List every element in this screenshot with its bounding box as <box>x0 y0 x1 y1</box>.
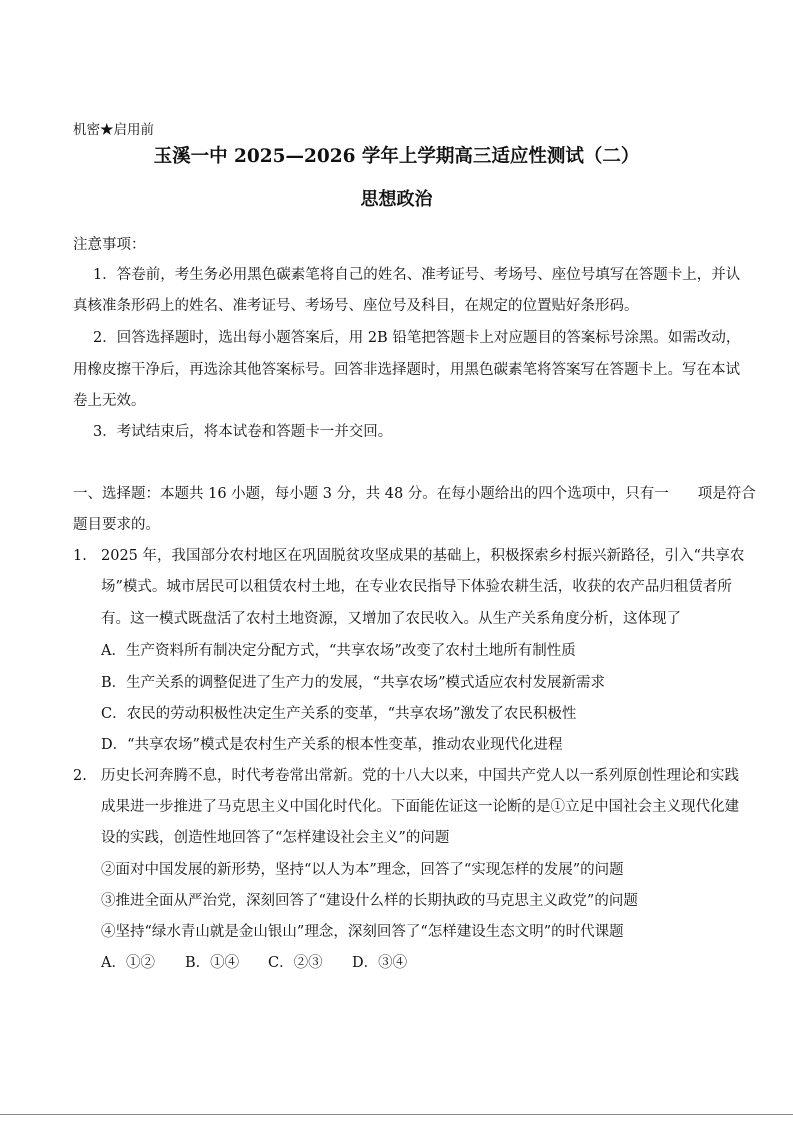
question-stem: ④坚持“绿水青山就是金山银山”理念，深刻回答了“怎样建设生态文明”的时代课题 <box>101 924 624 940</box>
question-stem: 有。这一模式既盘活了农村土地资源，又增加了农民收入。从生产关系角度分析，这体现了 <box>101 611 681 627</box>
notice-line: 1．答卷前，考生务必用黑色碳素笔将自己的姓名、准考证号、考场号、座位号填写在答题卡上，并认 <box>93 267 741 283</box>
subject-title: 思想政治 <box>360 189 433 210</box>
notice-line: 3．考试结束后，将本试卷和答题卡一并交回。 <box>93 424 393 440</box>
question-stem: ③推进全面从严治党，深刻回答了“建设什么样的长期执政的马克思主义政党”的问题 <box>101 893 638 909</box>
section-heading: 一、选择题：本题共 16 小题，每小题 3 分，共 48 分。在每小题给出的四个选项中，只有一 项是符合 <box>73 486 756 502</box>
option-a: A．①② <box>101 955 155 971</box>
option-b: B．①④ <box>185 955 240 971</box>
question-stem: 设的实践，创造性地回答了“怎样建设社会主义”的问题 <box>101 830 450 846</box>
question-number: 1. <box>73 548 87 564</box>
question-stem: 场”模式。城市居民可以租赁农村土地，在专业农民指导下体验农耕生活，收获的农产品归租赁者所 <box>101 579 732 595</box>
option-c: C．②③ <box>268 955 323 971</box>
option-b: B．生产关系的调整促进了生产力的发展，“共享农场”模式适应农村发展新需求 <box>101 675 605 691</box>
question-stem: 2025 年，我国部分农村地区在巩固脱贫攻坚成果的基础上，积极探索乡村振兴新路径，引入“共享农 <box>101 548 745 564</box>
notice-line: 用橡皮擦干净后，再选涂其他答案标号。回答非选择题时，用黑色碳素笔将答案写在答题卡上。写在本试 <box>73 362 740 378</box>
option-d: D．③④ <box>352 955 408 971</box>
option-d: D．“共享农场”模式是农村生产关系的根本性变革，推动农业现代化进程 <box>101 737 563 753</box>
question-stem: 历史长河奔腾不息，时代考卷常出常新。党的十八大以来，中国共产党人以一系列原创性理论和实践 <box>101 768 739 784</box>
page-bottom-divider <box>0 1114 793 1115</box>
confidential-label: 机密★启用前 <box>73 122 154 138</box>
option-a: A．生产资料所有制决定分配方式，“共享农场”改变了农村土地所有制性质 <box>101 643 576 659</box>
notice-line: 卷上无效。 <box>73 393 146 409</box>
exam-title: 玉溪一中 2025—2026 学年上学期高三适应性测试（二） <box>153 146 640 167</box>
question-number: 2. <box>73 768 87 784</box>
notice-line: 真核准条形码上的姓名、准考证号、考场号、座位号及科目，在规定的位置贴好条形码。 <box>73 298 639 314</box>
notice-heading: 注意事项： <box>73 237 146 253</box>
question-stem: 成果进一步推进了马克思主义中国化时代化。下面能佐证这一论断的是①立足中国社会主义现代化建 <box>101 799 739 815</box>
option-c: C．农民的劳动积极性决定生产关系的变革，“共享农场”激发了农民积极性 <box>101 706 577 722</box>
notice-line: 2．回答选择题时，选出每小题答案后，用 2B 铅笔把答题卡上对应题目的答案标号涂黑。如需改动， <box>93 330 741 346</box>
question-stem: ②面对中国发展的新形势，坚持“以人为本”理念，回答了“实现怎样的发展”的问题 <box>101 862 624 878</box>
section-heading: 题目要求的。 <box>73 517 160 533</box>
